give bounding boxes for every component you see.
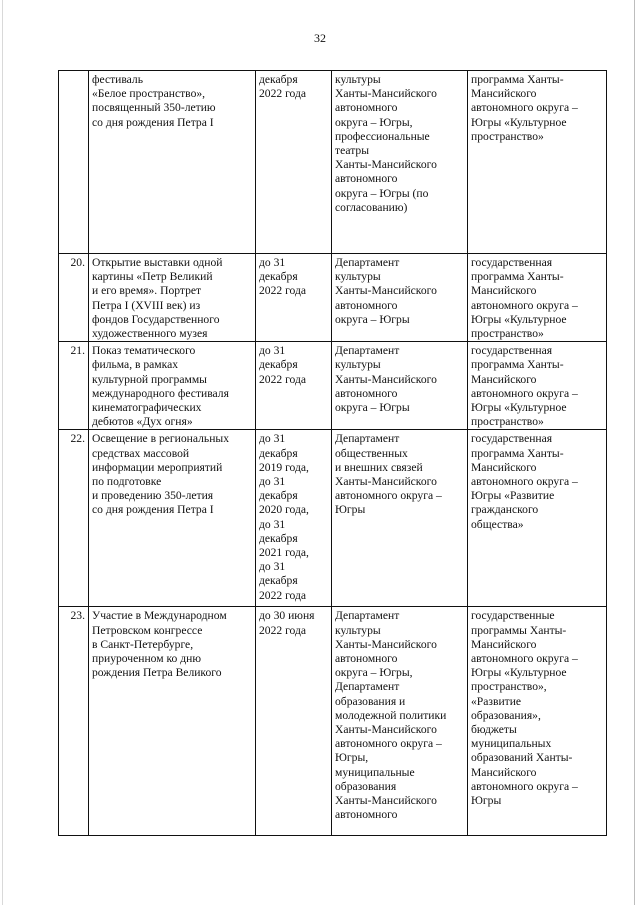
- row-number-cell: 22.: [59, 430, 89, 607]
- cell-text-line: программа Ханты-: [471, 73, 564, 86]
- cell-text-line: пространство»,: [471, 680, 547, 694]
- cell-text-line: до 31: [259, 344, 286, 358]
- cell-text-line: до 31: [259, 475, 286, 489]
- cell-text-line: округа – Югры,: [335, 115, 413, 129]
- cell-text-line: Ханты-Мансийского: [335, 794, 437, 808]
- cell-text-line: программа Ханты-: [471, 358, 564, 372]
- funding-source-cell: [468, 607, 607, 836]
- executor-cell: [332, 607, 468, 836]
- cell-text-line: образования»,: [471, 708, 541, 722]
- cell-text-line: пространство»: [471, 129, 544, 143]
- cell-text-line: общества»: [471, 517, 524, 531]
- cell-text-line: Мансийского: [471, 372, 537, 386]
- cell-text-line: автономного округа –: [471, 386, 578, 400]
- event-cell: [89, 430, 256, 607]
- cell-text-line: программа Ханты-: [471, 270, 564, 284]
- cell-text-line: программа Ханты-: [471, 446, 564, 460]
- cell-text-line: «Развитие: [471, 694, 522, 708]
- cell-text-line: автономного округа –: [335, 489, 442, 503]
- cell-text-line: автономного: [335, 298, 398, 312]
- cell-text-line: культурной программы: [92, 372, 207, 386]
- cell-text-line: согласованию): [335, 200, 408, 214]
- cell-text-line: Мансийского: [471, 87, 537, 101]
- cell-text-line: пространство»: [471, 415, 544, 429]
- cell-text-line: бюджеты: [471, 723, 517, 737]
- cell-text-line: Югры «Культурное: [471, 666, 567, 680]
- cell-text-line: декабря: [259, 73, 298, 86]
- cell-text-line: художественного музея: [92, 327, 208, 341]
- cell-text-line: гражданского: [471, 503, 539, 517]
- cell-text-line: Открытие выставки одной: [92, 256, 223, 269]
- cell-text-line: Мансийского: [471, 284, 537, 298]
- cell-text-line: театры: [335, 144, 369, 158]
- cell-text-line: декабря: [259, 531, 298, 545]
- cell-text-line: автономного округа –: [471, 298, 578, 312]
- cell-text-line: фестиваль: [92, 73, 144, 86]
- cell-text-line: информации мероприятий: [92, 460, 223, 474]
- cell-text-line: 2019 года,: [259, 460, 309, 474]
- executor-cell: [332, 342, 468, 430]
- cell-text-line: до 31: [259, 432, 286, 446]
- table-row: [59, 607, 607, 836]
- cell-text-line: средствах массовой: [92, 446, 190, 460]
- cell-text-line: Югры «Культурное: [471, 312, 567, 326]
- cell-text-line: автономного: [335, 386, 398, 400]
- cell-text-line: и внешних связей: [335, 460, 423, 474]
- cell-text-line: профессиональные: [335, 129, 430, 143]
- table-row: [59, 254, 607, 342]
- event-cell: [89, 254, 256, 342]
- cell-text-line: Югры «Развитие: [471, 489, 555, 503]
- deadline-cell: [256, 71, 332, 254]
- cell-text-line: Департамент: [335, 432, 400, 446]
- event-cell: [89, 342, 256, 430]
- cell-text-line: округа – Югры: [335, 312, 410, 326]
- cell-text-line: округа – Югры (по: [335, 186, 429, 200]
- row-number-cell: 21.: [59, 342, 89, 430]
- deadline-cell: [256, 430, 332, 607]
- cell-text-line: молодежной политики: [335, 708, 447, 722]
- event-cell: [89, 71, 256, 254]
- deadline-cell: [256, 342, 332, 430]
- events-table: [58, 70, 607, 836]
- cell-text-line: Департамент: [335, 256, 400, 269]
- cell-text-line: Югры «Культурное: [471, 401, 567, 415]
- cell-text-line: кинематографических: [92, 401, 202, 415]
- cell-text-line: пространство»: [471, 327, 544, 341]
- row-number-cell: [59, 71, 89, 254]
- cell-text-line: до 31: [259, 560, 286, 574]
- cell-text-line: фондов Государственного: [92, 312, 220, 326]
- cell-text-line: автономного округа –: [471, 101, 578, 115]
- deadline-cell: [256, 254, 332, 342]
- cell-text-line: автономного округа –: [471, 779, 578, 793]
- cell-text-line: картины «Петр Великий: [92, 270, 213, 284]
- cell-text-line: 2022 года: [259, 588, 307, 602]
- cell-text-line: Мансийского: [471, 460, 537, 474]
- events-table-body: [59, 71, 607, 836]
- cell-text-line: со дня рождения Петра I: [92, 503, 214, 517]
- page-number: 32: [314, 31, 326, 45]
- funding-source-cell: [468, 430, 607, 607]
- cell-text-line: муниципальных: [471, 737, 552, 751]
- cell-text-line: автономного: [335, 172, 398, 186]
- cell-text-line: культуры: [335, 358, 381, 372]
- cell-text-line: культуры: [335, 623, 381, 637]
- cell-text-line: Ханты-Мансийского: [335, 284, 437, 298]
- cell-text-line: и его время». Портрет: [92, 284, 202, 298]
- cell-text-line: Ханты-Мансийского: [335, 87, 437, 101]
- event-cell: [89, 607, 256, 836]
- cell-text-line: 2022 года: [259, 372, 307, 386]
- cell-text-line: декабря: [259, 358, 298, 372]
- cell-text-line: 2022 года: [259, 284, 307, 298]
- cell-text-line: 2021 года,: [259, 546, 309, 560]
- row-number-cell: 20.: [59, 254, 89, 342]
- table-row: [59, 71, 607, 254]
- executor-cell: [332, 254, 468, 342]
- cell-text-line: Югры: [471, 794, 502, 808]
- cell-text-line: Югры: [335, 503, 366, 517]
- cell-text-line: Петровском конгрессе: [92, 623, 203, 637]
- table-row: [59, 430, 607, 607]
- cell-text-line: Освещение в региональных: [92, 432, 229, 446]
- cell-text-line: автономного округа –: [335, 737, 442, 751]
- cell-text-line: автономного округа –: [471, 475, 578, 489]
- cell-text-line: государственная: [471, 256, 553, 269]
- cell-text-line: со дня рождения Петра I: [92, 115, 214, 129]
- cell-text-line: автономного округа –: [471, 652, 578, 666]
- cell-text-line: по подготовке: [92, 475, 162, 489]
- cell-text-line: Мансийского: [471, 765, 537, 779]
- funding-source-cell: [468, 254, 607, 342]
- deadline-cell: [256, 607, 332, 836]
- cell-text-line: посвященный 350-летию: [92, 101, 216, 115]
- cell-text-line: округа – Югры,: [335, 666, 413, 680]
- cell-text-line: 2022 года: [259, 623, 307, 637]
- cell-text-line: образования: [335, 779, 397, 793]
- cell-text-line: автономного: [335, 808, 398, 822]
- cell-text-line: Участие в Международном: [92, 609, 227, 623]
- cell-text-line: Мансийского: [471, 637, 537, 651]
- scan-edge-right: [634, 0, 635, 905]
- cell-text-line: приуроченном ко дню: [92, 652, 201, 666]
- cell-text-line: декабря: [259, 574, 298, 588]
- cell-text-line: Показ тематического: [92, 344, 196, 358]
- funding-source-cell: [468, 71, 607, 254]
- cell-text-line: округа – Югры: [335, 401, 410, 415]
- cell-text-line: до 31: [259, 517, 286, 531]
- cell-text-line: до 30 июня: [259, 609, 315, 623]
- cell-text-line: культуры: [335, 270, 381, 284]
- cell-text-line: общественных: [335, 446, 408, 460]
- cell-text-line: автономного: [335, 652, 398, 666]
- cell-text-line: 2020 года,: [259, 503, 309, 517]
- cell-text-line: декабря: [259, 446, 298, 460]
- cell-text-line: до 31: [259, 256, 286, 269]
- cell-text-line: и проведению 350-летия: [92, 489, 214, 503]
- cell-text-line: Югры «Культурное: [471, 115, 567, 129]
- cell-text-line: дебютов «Дух огня»: [92, 415, 193, 429]
- cell-text-line: международного фестиваля: [92, 386, 229, 400]
- cell-text-line: Департамент: [335, 344, 400, 358]
- executor-cell: [332, 71, 468, 254]
- cell-text-line: Петра I (XVIII век) из: [92, 298, 201, 312]
- table-row: [59, 342, 607, 430]
- cell-text-line: муниципальные: [335, 765, 415, 779]
- cell-text-line: Ханты-Мансийского: [335, 637, 437, 651]
- cell-text-line: Департамент: [335, 680, 400, 694]
- cell-text-line: декабря: [259, 270, 298, 284]
- cell-text-line: Ханты-Мансийского: [335, 372, 437, 386]
- cell-text-line: государственная: [471, 432, 553, 446]
- cell-text-line: Югры,: [335, 751, 369, 765]
- cell-text-line: Ханты-Мансийского: [335, 723, 437, 737]
- executor-cell: [332, 430, 468, 607]
- cell-text-line: образования и: [335, 694, 406, 708]
- cell-text-line: «Белое пространство»,: [92, 87, 206, 101]
- cell-text-line: государственная: [471, 344, 553, 358]
- cell-text-line: культуры: [335, 73, 381, 86]
- funding-source-cell: [468, 342, 607, 430]
- cell-text-line: автономного: [335, 101, 398, 115]
- cell-text-line: Департамент: [335, 609, 400, 623]
- cell-text-line: государственные: [471, 609, 555, 623]
- row-number-cell: 23.: [59, 607, 89, 836]
- cell-text-line: декабря: [259, 489, 298, 503]
- cell-text-line: Ханты-Мансийского: [335, 158, 437, 172]
- cell-text-line: 2022 года: [259, 87, 307, 101]
- cell-text-line: в Санкт-Петербурге,: [92, 637, 194, 651]
- cell-text-line: программы Ханты-: [471, 623, 567, 637]
- scan-edge-left: [2, 0, 3, 905]
- cell-text-line: рождения Петра Великого: [92, 666, 222, 680]
- cell-text-line: Ханты-Мансийского: [335, 475, 437, 489]
- cell-text-line: образований Ханты-: [471, 751, 573, 765]
- cell-text-line: фильма, в рамках: [92, 358, 179, 372]
